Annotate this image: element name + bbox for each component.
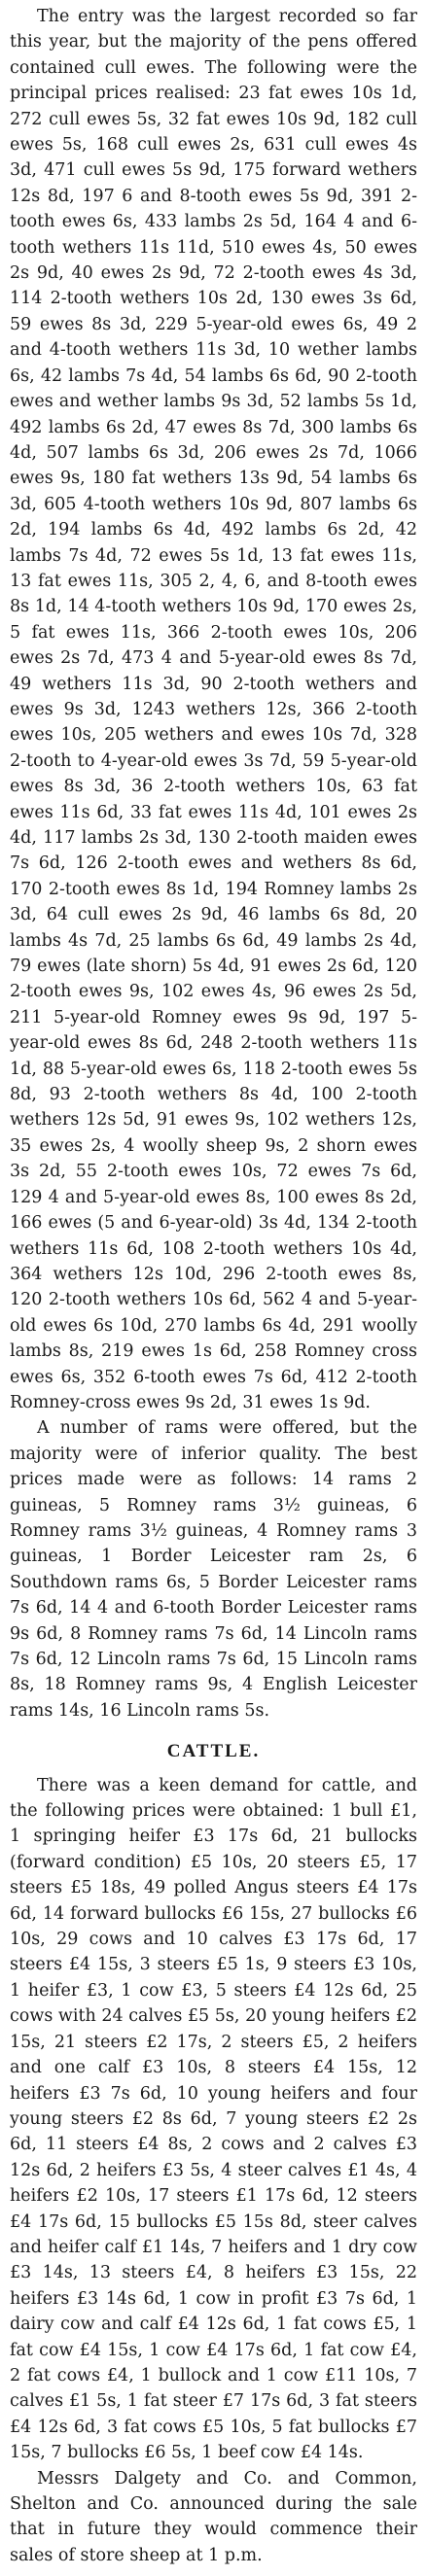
paragraph-announcement: Messrs Dalgety and Co. and Common, Shelton and Co. announced during the sale that in future they would commence their sales of store sheep at 1 p.m.	[10, 2468, 417, 2565]
section-heading-cattle: CATTLE.	[166, 1741, 261, 1762]
paragraph-sheep-sale: The entry was the largest recorded so far this year, but the majority of the pens offered contained cull ewes. The following were the principal prices realised: 23 fat ewes 10s 1d, 272 cull ewes 5s, 32 fat ewes 10s 9d, 182 cull ewes 5s, 168 cull ewes 2s, 631 cull ewes 4s 3d, 471 cull ewes 5s 9d, 175 forward wethers 12s 8d, 197 6 and 8-tooth ewes 5s 9d, 391 2-tooth ewes 6s, 433 lambs 2s 5d, 164 4 and 6-tooth wethers 11s 11d, 510 ewes 4s, 50 ewes 2s 9d, 40 ewes 2s 9d, 72 2-tooth ewes 4s 3d, 114 2-tooth wethers 10s 2d, 130 ewes 3s 6d, 59 ewes 8s 3d, 229 5-year-old ewes 6s, 49 2 and 4-tooth wethers 11s 3d, 10 wether lambs 6s, 42 lambs 7s 4d, 54 lambs 6s 6d, 90 2-tooth ewes and wether lambs 9s 3d, 52 lambs 5s 1d, 492 lambs 6s 2d, 47 ewes 8s 7d, 300 lambs 6s 4d, 507 lambs 6s 3d, 206 ewes 2s 7d, 1066 ewes 9s, 180 fat wethers 13s 9d, 54 lambs 6s 3d, 605 4-tooth wethers 10s 9d, 807 lambs 6s 2d, 194 lambs 6s 4d, 492 lambs 6s 2d, 42 lambs 7s 4d, 72 ewes 5s 1d, 13 fat ewes 11s, 13 fat ewes 11s, 305 2, 4, 6, and 8-tooth ewes 8s 1d, 14 4-tooth wethers 10s 9d, 170 ewes 2s, 5 fat ewes 11s, 366 2-tooth ewes 10s, 206 ewes 2s 7d, 473 4 and 5-year-old ewes 8s 7d, 49 wethers 11s 3d, 90 2-tooth wethers and ewes 9s 3d, 1243 wethers 12s, 366 2-tooth ewes 10s, 205 wethers and ewes 10s 7d, 328 2-tooth to 4-year-old ewes 3s 7d, 59 5-year-old ewes 8s 3d, 36 2-tooth wethers 10s, 63 fat ewes 11s 6d, 33 fat ewes 11s 4d, 101 ewes 2s 4d, 117 lambs 2s 3d, 130 2-tooth maiden ewes 7s 6d, 126 2-tooth ewes and wethers 8s 6d, 170 2-tooth ewes 8s 1d, 194 Romney lambs 2s 3d, 64 cull ewes 2s 9d, 46 lambs 6s 8d, 20 lambs 4s 7d, 25 lambs 6s 6d, 49 lambs 2s 4d, 79 ewes (late shorn) 5s 4d, 91 ewes 2s 6d, 120 2-tooth ewes 9s, 102 ewes 4s, 96 ewes 2s 5d, 211 5-year-old Romney ewes 9s 9d, 197 5-year-old ewes 8s 6d, 248 2-tooth wethers 11s 1d, 88 5-year-old ewes 6s, 118 2-tooth ewes 5s 8d, 93 2-tooth wethers 8s 4d, 100 2-tooth wethers 12s 5d, 91 ewes 9s, 102 wethers 12s, 35 ewes 2s, 4 woolly sheep 9s, 2 shorn ewes 3s 2d, 55 2-tooth ewes 10s, 72 ewes 7s 6d, 129 4 and 5-year-old ewes 8s, 100 ewes 8s 2d, 166 ewes (5 and 6-year-old) 3s 4d, 134 2-tooth wethers 11s 6d, 108 2-tooth wethers 10s 4d, 364 wethers 12s 10d, 296 2-tooth ewes 8s, 120 2-tooth wethers 10s 6d, 562 4 and 5-year-old ewes 6s 10d, 270 lambs 6s 4d, 291 woolly lambs 8s, 219 ewes 1s 6d, 258 Romney cross ewes 6s, 352 6-tooth ewes 7s 6d, 412 2-tooth Romney-cross ewes 9s 2d, 31 ewes 1s 9d.	[10, 7, 417, 1412]
paragraph-rams: A number of rams were offered, but the majority were of inferior quality. The best prices made were as follows: 14 rams 2 guineas, 5 Romney rams 3½ guineas, 6 Romney rams 3½ guineas, 4 Romney rams 3 guineas, 1 Border Leicester ram 2s, 6 Southdown rams 6s, 5 Border Leicester rams 7s 6d, 14 4 and 6-tooth Border Leicester rams 9s 6d, 8 Romney rams 7s 6d, 14 Lincoln rams 7s 6d, 12 Lincoln rams 7s 6d, 15 Lincoln rams 8s, 18 Romney rams 9s, 4 English Leicester rams 14s, 16 Lincoln rams 5s.	[10, 1418, 417, 1721]
paragraph-cattle: There was a keen demand for cattle, and the following prices were obtained: 1 bull £1, 1 springing heifer £3 17s 6d, 21 bullocks (forward condition) £5 10s, 20 steers £5, 17 steers £5 18s, 49 polled Angus steers £4 17s 6d, 14 forward bullocks £6 15s, 27 bullocks £6 10s, 29 cows and 10 calves £3 17s 6d, 17 steers £4 15s, 3 steers £5 1s, 9 steers £3 10s, 1 heifer £3, 1 cow £3, 5 steers £4 12s 6d, 25 cows with 24 calves £5 5s, 20 young heifers £2 15s, 21 steers £2 17s, 2 steers £5, 2 heifers and one calf £3 10s, 8 steers £4 15s, 12 heifers £3 7s 6d, 10 young heifers and four young steers £2 8s 6d, 7 young steers £2 2s 6d, 11 steers £4 8s, 2 cows and 2 calves £3 12s 6d, 2 heifers £3 5s, 4 steer calves £1 4s, 4 heifers £2 10s, 17 steers £1 17s 6d, 12 steers £4 17s 6d, 15 bullocks £5 15s 8d, steer calves and heifer calf £1 14s, 7 heifers and 1 dry cow £3 14s, 13 steers £4, 8 heifers £3 15s, 22 heifers £3 14s 6d, 1 cow in profit £3 7s 6d, 1 dairy cow and calf £4 12s 6d, 1 fat cows £5, 1 fat cow £4 15s, 1 cow £4 17s 6d, 1 fat cow £4, 2 fat cows £4, 1 bullock and 1 cow £11 10s, 7 calves £1 5s, 1 fat steer £7 17s 6d, 3 fat steers £4 12s 6d, 3 fat cows £5 10s, 5 fat bullocks £7 15s, 7 bullocks £6 5s, 1 beef cow £4 14s.	[10, 1775, 417, 2463]
